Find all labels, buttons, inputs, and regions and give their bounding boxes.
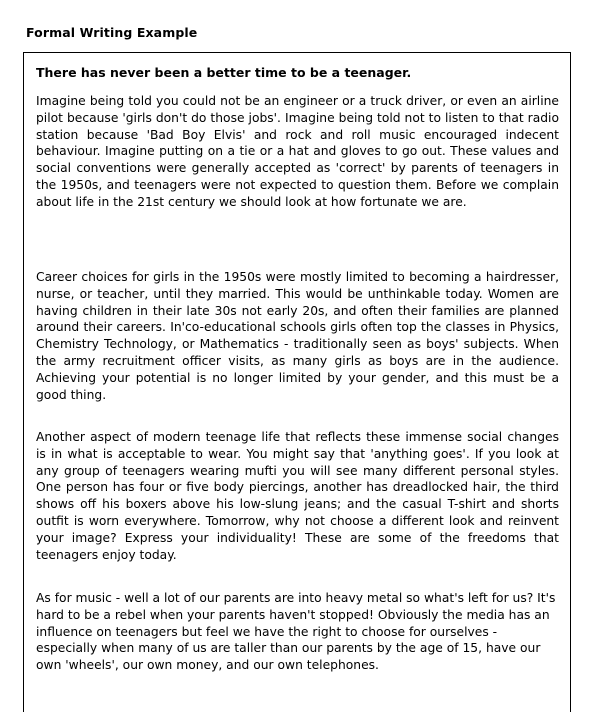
paragraph-1: Imagine being told you could not be an engineer or a truck driver, or even an airline pilot because 'girls don't do those jobs'. Imagine being told not to listen to that radio station because 'Bad Boy Elvis' and rock and roll music encouraged indecent behaviour. Imagine putting on a tie or a hat and gloves to go out. These values and social conventions were generally accepted as 'correct' by parents of teenagers in the 1950s, and teenagers were not expected to question them. Before we complain about life in the 21st century we should look at how fortunate we are. xyxy=(36,94,559,209)
paragraph-4: As for music - well a lot of our parents are into heavy metal so what's left for us? It's hard to be a rebel when your parents haven't stopped! Obviously the media has an influence on teenagers but feel we have the right to choose for ourselves - especially when many of us are taller than our parents by the age of 15, have our own 'wheels', our own money, and our own telephones. xyxy=(36,591,556,673)
document-heading: Formal Writing Example xyxy=(26,25,198,40)
paragraph-2: Career choices for girls in the 1950s were mostly limited to becoming a hairdresser, nurse, or teacher, until they married. This would be unthinkable today. Women are having children in their late 30s not early 20s, and often their families are planned around their careers. In'co-educational schools girls often top the classes in Physics, Chemistry Technology, or Mathematics - traditionally seen as boys' subjects. When the army recruitment officer visits, as many girls as boys are in the audience. Achieving your potential is no longer limited by your gender, and this must be a good thing. xyxy=(36,270,559,402)
paragraph-3: Another aspect of modern teenage life that reflects these immense social changes is in what is acceptable to wear. You might say that 'anything goes'. If you look at any group of teenagers wearing mufti you will see many different personal styles. One person has four or five body piercings, another has dreadlocked hair, the third shows off his boxers above his low-slung jeans; and the casual T-shirt and shorts outfit is worn everywhere. Tomorrow, why not choose a different look and reinvent your image? Express your individuality! These are some of the freedoms that teenagers enjoy today. xyxy=(36,430,559,562)
essay-title: There has never been a better time to be a teenager. xyxy=(36,65,412,80)
